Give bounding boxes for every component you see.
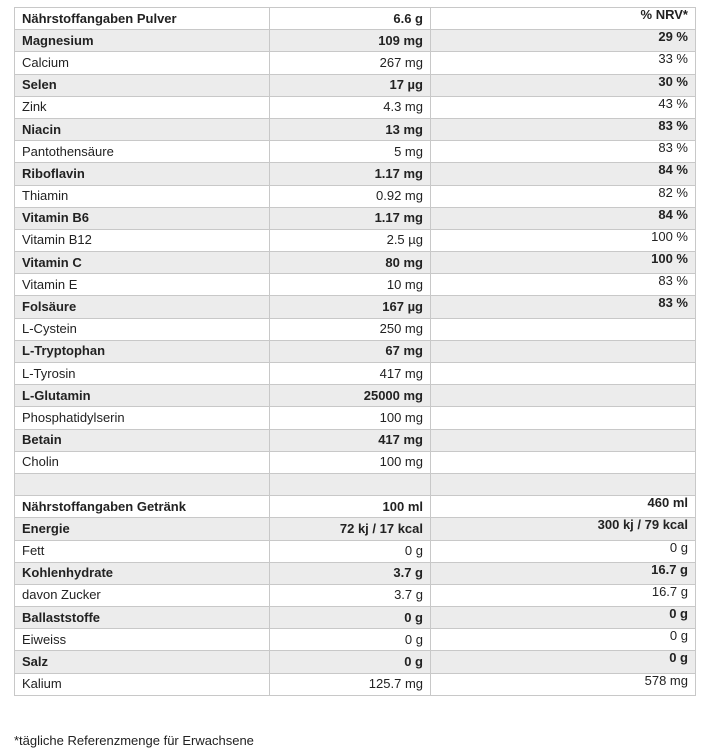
nutrient-name: Niacin	[15, 118, 270, 140]
nutrient-name: Cholin	[15, 451, 270, 473]
table-row	[15, 629, 696, 651]
nutrient-name: L-Tryptophan	[15, 340, 270, 362]
nutrient-nrv: 84 %	[431, 163, 696, 185]
nutrient-amount: 100 mg	[270, 451, 431, 473]
footnote: *tägliche Referenzmenge für Erwachsene	[14, 733, 254, 748]
drink-nutrient-name: Fett	[15, 540, 270, 562]
nutrient-nrv: 29 %	[431, 30, 696, 52]
nutrient-amount: 109 mg	[270, 30, 431, 52]
drink-amount-460ml: 16.7 g	[431, 584, 696, 606]
table-row	[15, 74, 696, 96]
drink-amount-100ml: 3.7 g	[270, 584, 431, 606]
nutrient-name: Vitamin E	[15, 274, 270, 296]
nutrient-nrv: 83 %	[431, 274, 696, 296]
nutrient-name: Zink	[15, 96, 270, 118]
drink-amount-460ml: 16.7 g	[431, 562, 696, 584]
nutrient-nrv: 84 %	[431, 207, 696, 229]
drink-nutrient-name: davon Zucker	[15, 584, 270, 606]
nutrient-name: Selen	[15, 74, 270, 96]
drink-amount-460ml: 0 g	[431, 629, 696, 651]
drink-amount-100ml: 125.7 mg	[270, 673, 431, 695]
drink-amount-100ml: 0 g	[270, 629, 431, 651]
table-row	[15, 651, 696, 673]
nutrient-nrv: 100 %	[431, 252, 696, 274]
table-row	[15, 118, 696, 140]
nutrient-amount: 2.5 µg	[270, 229, 431, 251]
nutrient-name: Vitamin C	[15, 252, 270, 274]
table-row	[15, 429, 696, 451]
spacer-cell	[431, 473, 696, 495]
drink-amount-100ml: 0 g	[270, 651, 431, 673]
nutrient-amount: 67 mg	[270, 340, 431, 362]
table-row	[15, 163, 696, 185]
nutrient-amount: 1.17 mg	[270, 163, 431, 185]
nutrient-nrv	[431, 451, 696, 473]
nutrient-name: Betain	[15, 429, 270, 451]
nutrient-name: L-Tyrosin	[15, 363, 270, 385]
table-row	[15, 673, 696, 695]
nutrient-amount: 17 µg	[270, 74, 431, 96]
table-row	[15, 274, 696, 296]
column-header-nrv: % NRV*	[431, 8, 696, 30]
drink-amount-100ml: 0 g	[270, 540, 431, 562]
nutrient-nrv: 33 %	[431, 52, 696, 74]
powder-header-row	[15, 8, 696, 30]
table-row	[15, 518, 696, 540]
nutrient-name: L-Cystein	[15, 318, 270, 340]
column-header-amount: 6.6 g	[270, 8, 431, 30]
table-row	[15, 451, 696, 473]
nutrient-nrv: 43 %	[431, 96, 696, 118]
nutrient-amount: 5 mg	[270, 141, 431, 163]
nutrient-nrv: 30 %	[431, 74, 696, 96]
table-row	[15, 185, 696, 207]
drink-nutrient-name: Ballaststoffe	[15, 607, 270, 629]
table-row	[15, 229, 696, 251]
nutrient-amount: 100 mg	[270, 407, 431, 429]
nutrient-amount: 250 mg	[270, 318, 431, 340]
drink-nutrient-name: Kalium	[15, 673, 270, 695]
nutrient-nrv	[431, 340, 696, 362]
nutrient-name: Calcium	[15, 52, 270, 74]
nutrient-name: Magnesium	[15, 30, 270, 52]
nutrient-name: Folsäure	[15, 296, 270, 318]
drink-nutrient-name: Energie	[15, 518, 270, 540]
drink-header-row	[15, 496, 696, 518]
nutrient-amount: 417 mg	[270, 363, 431, 385]
table-row	[15, 562, 696, 584]
nutrient-name: Phosphatidylserin	[15, 407, 270, 429]
nutrient-name: Pantothensäure	[15, 141, 270, 163]
drink-amount-460ml: 0 g	[431, 607, 696, 629]
table-row	[15, 540, 696, 562]
nutrient-name: Thiamin	[15, 185, 270, 207]
nutrient-nrv	[431, 363, 696, 385]
nutrient-nrv	[431, 318, 696, 340]
nutrient-amount: 267 mg	[270, 52, 431, 74]
table-row	[15, 30, 696, 52]
nutrient-nrv: 83 %	[431, 296, 696, 318]
drink-amount-460ml: 578 mg	[431, 673, 696, 695]
nutrient-amount: 1.17 mg	[270, 207, 431, 229]
nutrient-amount: 0.92 mg	[270, 185, 431, 207]
nutrient-amount: 10 mg	[270, 274, 431, 296]
nutrient-name: Riboflavin	[15, 163, 270, 185]
nutrient-name: L-Glutamin	[15, 385, 270, 407]
nutrient-amount: 13 mg	[270, 118, 431, 140]
table-row	[15, 252, 696, 274]
drink-nutrient-name: Kohlenhydrate	[15, 562, 270, 584]
drink-amount-100ml: 0 g	[270, 607, 431, 629]
nutrient-nrv: 83 %	[431, 118, 696, 140]
drink-amount-460ml: 0 g	[431, 540, 696, 562]
nutrient-nrv	[431, 429, 696, 451]
table-row	[15, 52, 696, 74]
nutrient-amount: 80 mg	[270, 252, 431, 274]
nutrient-amount: 417 mg	[270, 429, 431, 451]
drink-amount-100ml: 72 kj / 17 kcal	[270, 518, 431, 540]
drink-amount-460ml: 300 kj / 79 kcal	[431, 518, 696, 540]
table-row	[15, 340, 696, 362]
nutrient-nrv	[431, 385, 696, 407]
column-header-drink: Nährstoffangaben Getränk	[15, 496, 270, 518]
nutrient-amount: 167 µg	[270, 296, 431, 318]
nutrient-nrv: 82 %	[431, 185, 696, 207]
drink-amount-460ml: 0 g	[431, 651, 696, 673]
table-row	[15, 607, 696, 629]
table-row	[15, 96, 696, 118]
column-header-100ml: 100 ml	[270, 496, 431, 518]
table-row	[15, 363, 696, 385]
spacer-cell	[15, 473, 270, 495]
table-row	[15, 584, 696, 606]
column-header-nutrient: Nährstoffangaben Pulver	[15, 8, 270, 30]
table-row	[15, 296, 696, 318]
column-header-460ml: 460 ml	[431, 496, 696, 518]
table-row	[15, 407, 696, 429]
nutrient-nrv: 83 %	[431, 141, 696, 163]
nutrient-name: Vitamin B12	[15, 229, 270, 251]
table-row	[15, 141, 696, 163]
drink-nutrient-name: Salz	[15, 651, 270, 673]
drink-nutrient-name: Eiweiss	[15, 629, 270, 651]
nutrient-name: Vitamin B6	[15, 207, 270, 229]
nutrition-table	[14, 7, 696, 696]
nutrient-nrv: 100 %	[431, 229, 696, 251]
nutrient-nrv	[431, 407, 696, 429]
nutrient-amount: 4.3 mg	[270, 96, 431, 118]
drink-amount-100ml: 3.7 g	[270, 562, 431, 584]
table-row	[15, 385, 696, 407]
table-row	[15, 318, 696, 340]
nutrient-amount: 25000 mg	[270, 385, 431, 407]
spacer-cell	[270, 473, 431, 495]
spacer-row	[15, 473, 696, 495]
table-row	[15, 207, 696, 229]
